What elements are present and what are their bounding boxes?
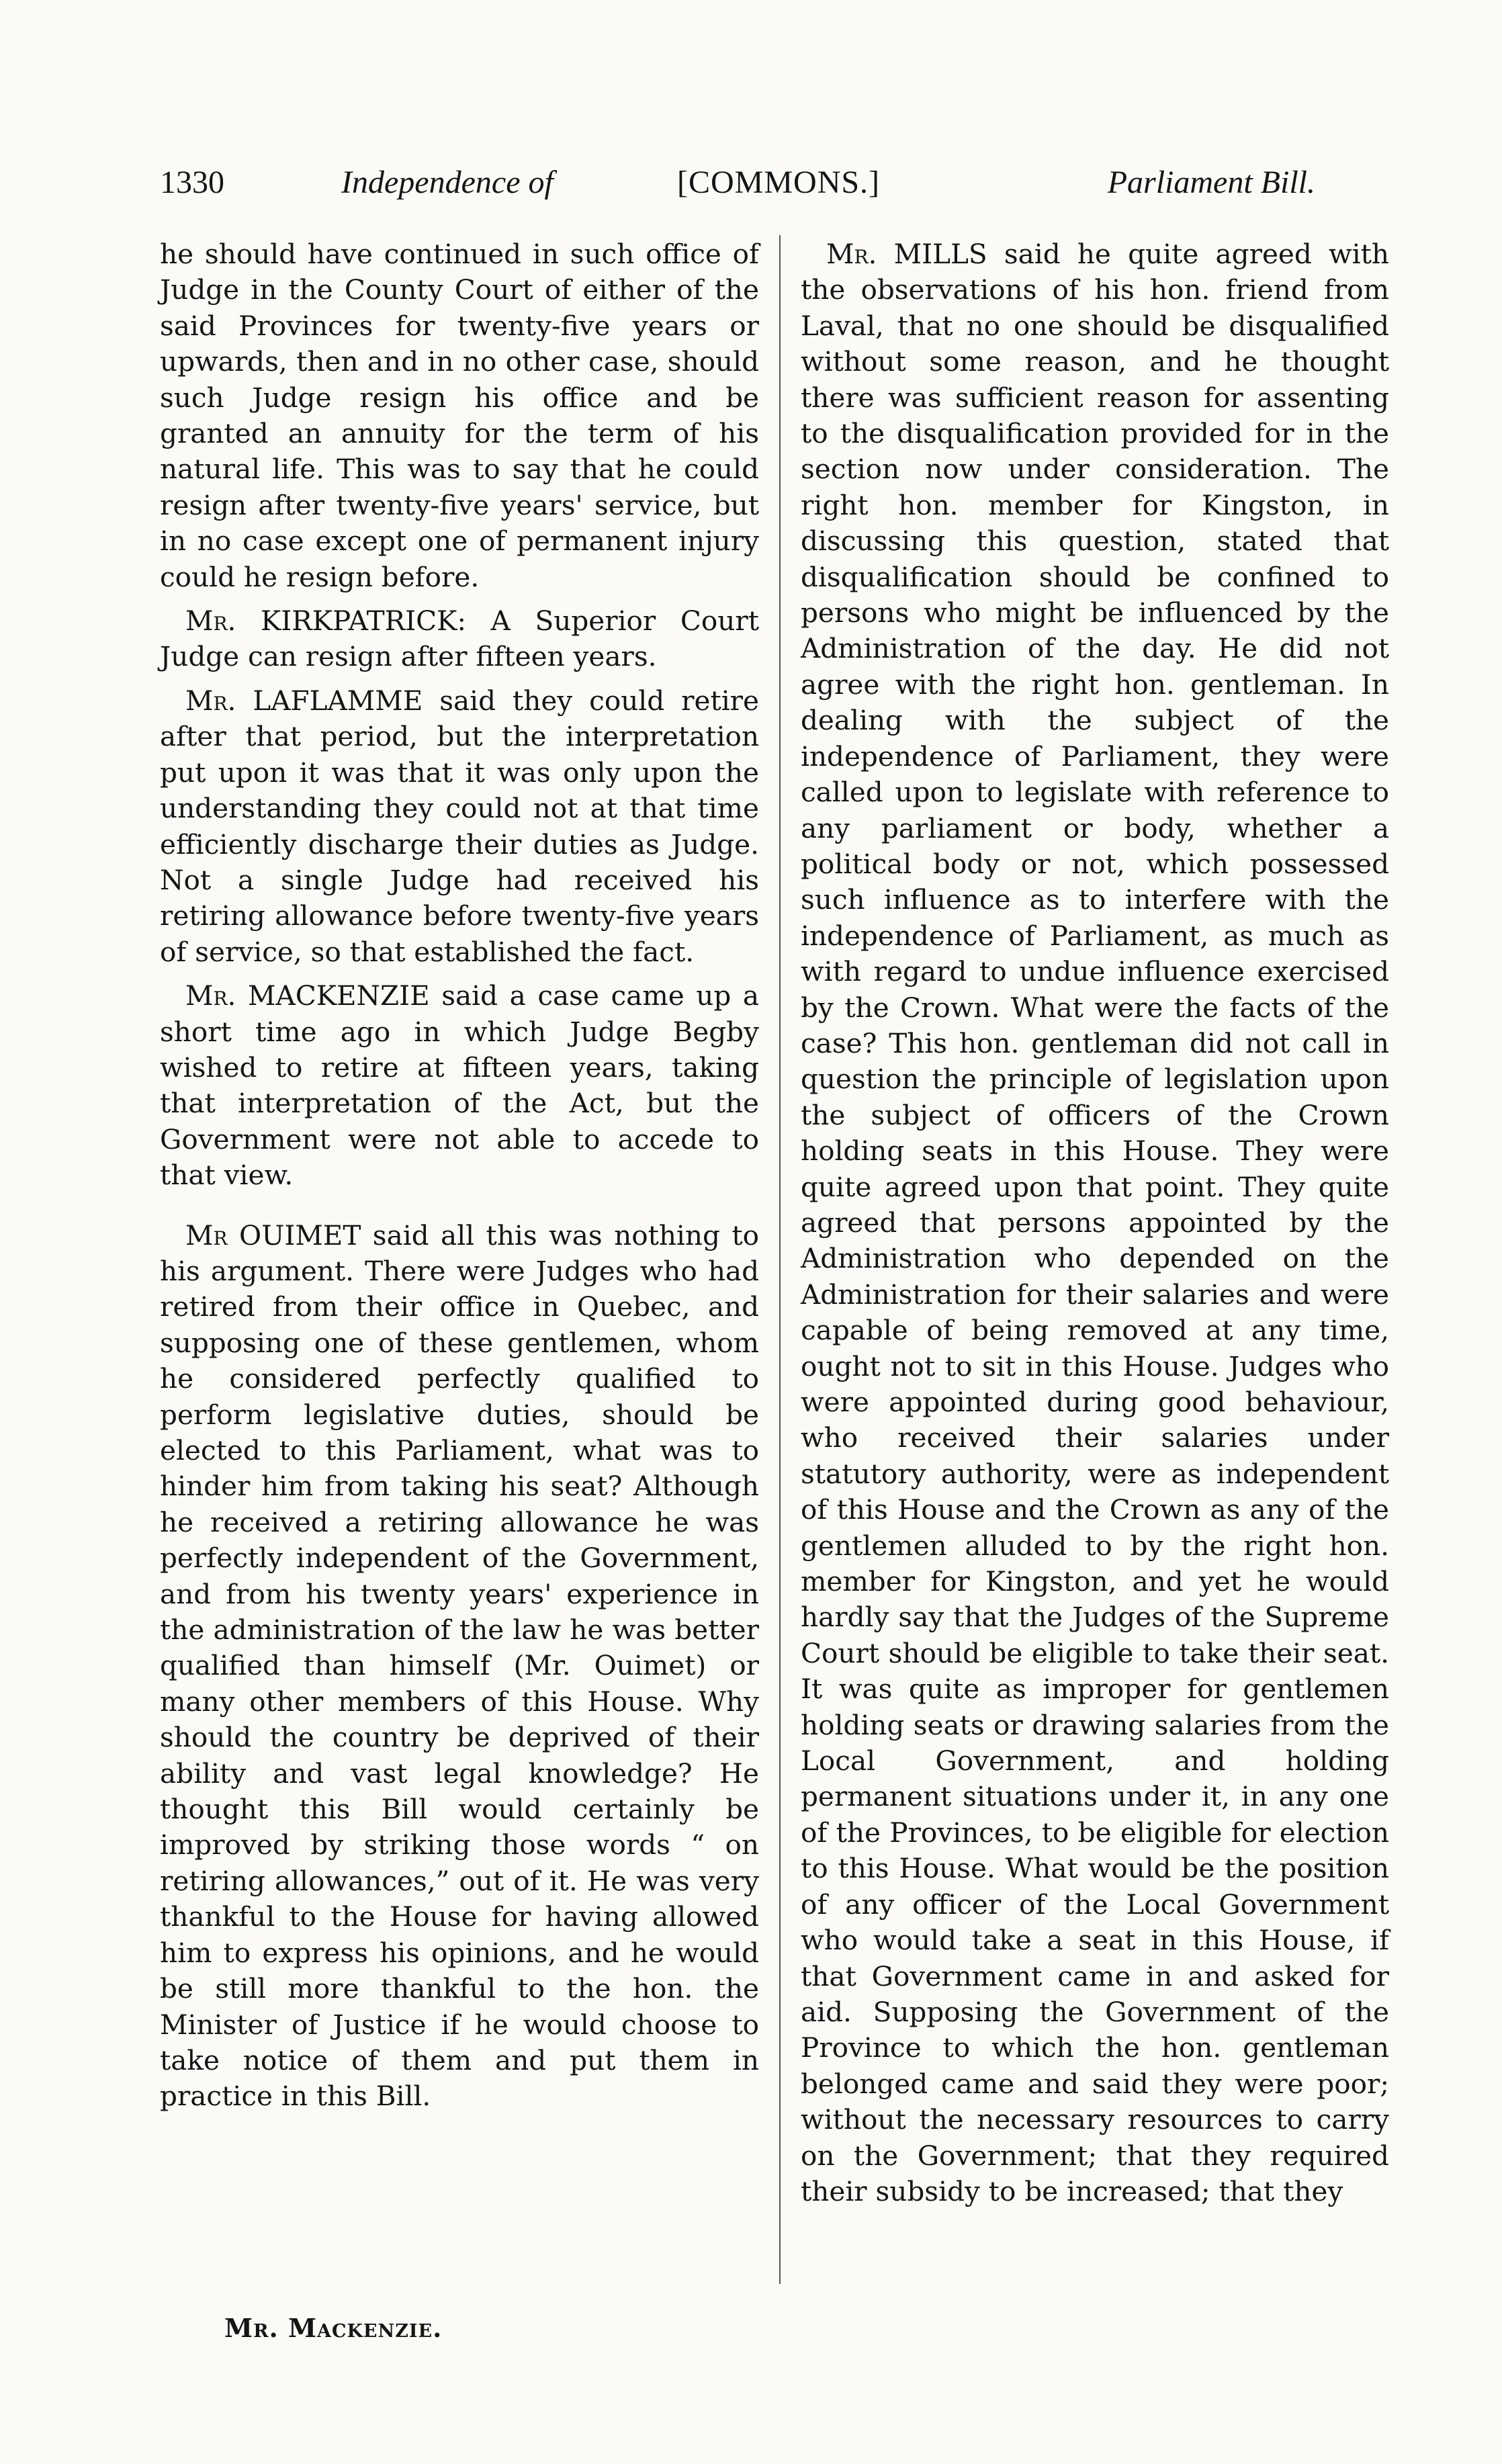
paragraph xyxy=(160,603,759,675)
header-right-title: Parliament Bill. xyxy=(1107,165,1315,200)
paragraph-text: he should have continued in such office of Judge in the County Court of either of the said Provinces for twenty-five years or upwards, then and in no other case, should such Judge resign his office and be granted an annuity for the term of his natural life. This was to say that he could resign after twenty-five years' service, but in no case except one of permanent injury could he resign before. xyxy=(160,238,759,593)
page-number: 1330 xyxy=(160,165,224,200)
paragraph xyxy=(801,236,1389,2209)
speaker-name: Mr. KIRKPATRICK: xyxy=(185,605,467,637)
paragraph-text: said all this was nothing to his argument. There were Judges who had retired from their office in Quebec, and supposing one of these gentlemen, whom he considered perfectly qualified to perform legislative duties, should be elected to this Parliament, what was to hinder him from taking his seat? Although he received a retiring allowance he was perfectly independent of the Government, and from his twenty years' experience in the administration of the law he was better qualified than himself (Mr. Ouimet) or many other members of this House. Why should the country be deprived of their ability and vast legal knowledge? He thought this Bill would certainly be improved by striking those words “ on retiring allowances,” out of it. He was very thankful to the House for having allowed him to express his opinions, and he would be still more thankful to the hon. the Minister of Justice if he would choose to take notice of them and put them in practice in this Bill. xyxy=(160,1219,759,2113)
paragraph-text: A Superior Court Judge can resign after fifteen years. xyxy=(160,605,759,673)
header-left-title: Independence of xyxy=(341,165,554,200)
speaker-name: Mr. MILLS xyxy=(826,238,987,270)
column-divider xyxy=(779,235,781,2284)
header-center-title: [COMMONS.] xyxy=(677,165,881,200)
running-header xyxy=(160,164,1315,211)
speaker-name: Mr. LAFLAMME xyxy=(185,684,423,717)
paragraph xyxy=(160,1218,759,2115)
paragraph-text: said they could retire after that period, but the interpretation put upon it was that it was only upon the understanding they could not at that time efficiently discharge their duties as Judge. Not a single Judge had received his retiring allowance before twenty-five years of service, so that established the fact. xyxy=(160,684,759,968)
paragraph xyxy=(160,683,759,970)
paragraph-text: said a case came up a short time ago in which Judge Begby wished to retire at fifteen years, taking that interpretation of the Act, but the Government were not able to accede to that view. xyxy=(160,979,759,1192)
paragraph xyxy=(160,978,759,1193)
left-column xyxy=(160,236,759,2115)
paragraph xyxy=(160,236,759,595)
speaker-name: Mr OUIMET xyxy=(185,1219,361,1251)
speaker-name: Mr. MACKENZIE xyxy=(185,979,430,1012)
right-column xyxy=(801,236,1389,2209)
paragraph-text: said he quite agreed with the observations of his hon. friend from Laval, that no one should be disqualified without some reason, and he thought there was sufficient reason for assenting to the disqualification provided for in the section now under consideration. The right hon. member for Kingston, in discussing this question, stated that disqualification should be confined to persons who might be influenced by the Administration of the day. He did not agree with the right hon. gentleman. In dealing with the subject of the independence of Parliament, they were called upon to legislate with reference to any parliament or body, whether a political body or not, which possessed such influence as to interfere with the independence of Parliament, as much as with regard to undue influence exercised by the Crown. What were the facts of the case? This hon. gentleman did not call in question the principle of legislation upon the subject of officers of the Crown holding seats in this House. They were quite agreed upon that point. They quite agreed that persons appointed by the Administration who depended on the Administration for their salaries and were capable of being removed at any time, ought not to sit in this House. Judges who were appointed during good behaviour, who received their salaries under statutory authority, were as independent of this House and the Crown as any of the gentlemen alluded to by the right hon. member for Kingston, and yet he would hardly say that the Judges of the Supreme Court should be eligible to take their seat. It was quite as improper for gentlemen holding seats or drawing salaries from the Local Government, and holding permanent situations under it, in any one of the Provinces, to be eligible for election to this House. What would be the position of any officer of the Local Government who would take a seat in this House, if that Government came in and asked for aid. Supposing the Government of the Province to which the hon. gentleman belonged came and said they were poor; without the necessary resources to carry on the Government; that they required their subsidy to be increased; that they xyxy=(801,238,1389,2207)
catchword: Mr. Mackenzie. xyxy=(224,2313,443,2343)
